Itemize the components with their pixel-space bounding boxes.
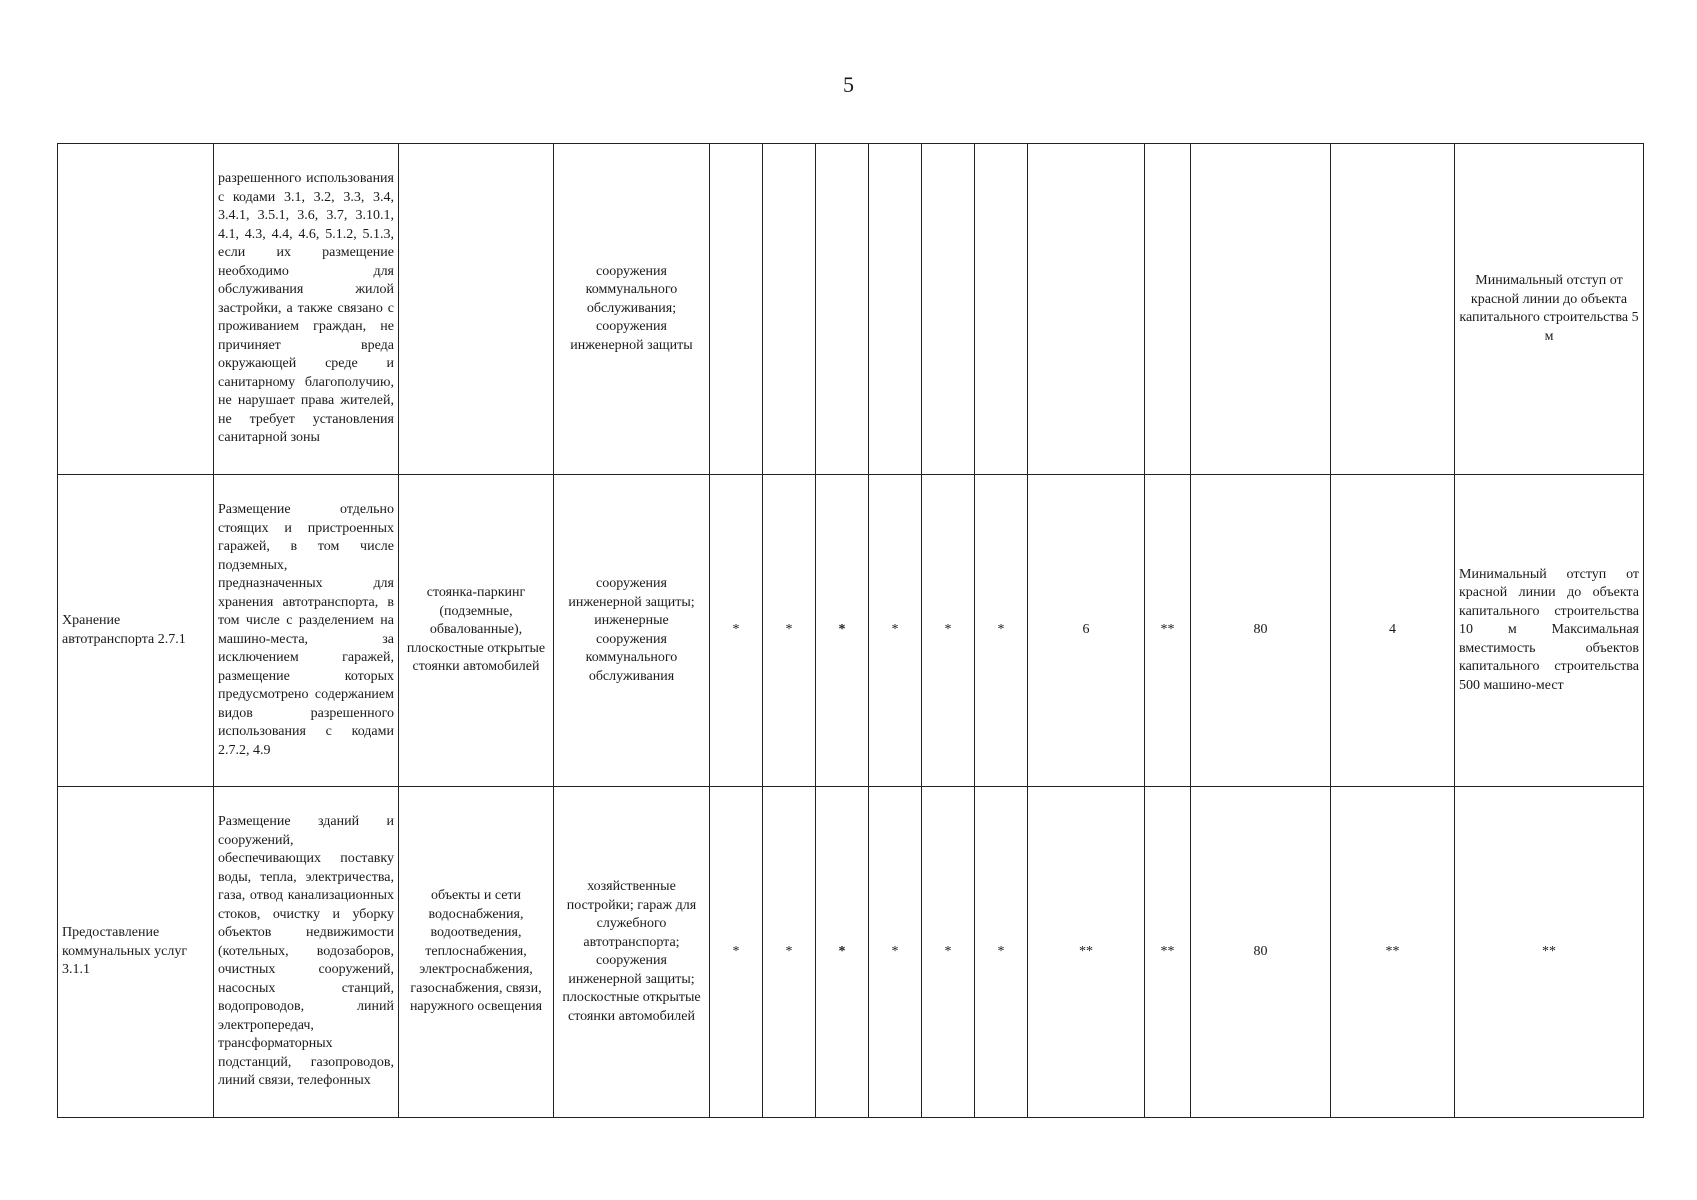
param-cell: * xyxy=(816,787,869,1118)
param-cell xyxy=(975,144,1028,475)
param-cell xyxy=(869,144,922,475)
table-row xyxy=(58,144,1644,475)
param-cell: ** xyxy=(1145,475,1191,787)
use-type-description: Размещение зданий и сооружений, обеспечивающих поставку воды, тепла, электричества, газа, отвод канализационных стоков, очистку и уборку объектов недвижимости (котельных, водозаборов, очистных сооружений, насосных станций, водопроводов, линий электропередач, трансформаторных подстанций, газопроводов, линий связи, телефонных xyxy=(214,787,399,1118)
param-cell: * xyxy=(763,475,816,787)
param-cell: * xyxy=(869,787,922,1118)
param-cell: * xyxy=(869,475,922,787)
param-cell: * xyxy=(922,787,975,1118)
param-cell xyxy=(1028,144,1145,475)
param-cell: ** xyxy=(1145,787,1191,1118)
param-cell xyxy=(1331,144,1455,475)
param-cell: * xyxy=(710,787,763,1118)
main-objects: стоянка-паркинг (подземные, обвалованные), плоскостные открытые стоянки автомобилей xyxy=(399,475,554,787)
param-cell xyxy=(1191,144,1331,475)
main-objects xyxy=(399,144,554,475)
note-cell: Минимальный отступ от красной линии до объекта капитального строительства 10 м Максимальная вместимость объектов капитального строительства 500 машино-мест xyxy=(1455,475,1644,787)
param-cell xyxy=(1145,144,1191,475)
use-type-description: Размещение отдельно стоящих и пристроенных гаражей, в том числе подземных, предназначенных для хранения автотранспорта, в том числе с разделением на машино-места, за исключением гаражей, размещение которых предусмотрено содержанием видов разрешенного использования с кодами 2.7.2, 4.9 xyxy=(214,475,399,787)
param-cell xyxy=(816,144,869,475)
note-cell: ** xyxy=(1455,787,1644,1118)
table-row xyxy=(58,475,1644,787)
param-cell: * xyxy=(710,475,763,787)
param-cell: * xyxy=(816,475,869,787)
param-cell: * xyxy=(975,787,1028,1118)
table-row xyxy=(58,787,1644,1118)
use-type-name: Предоставление коммунальных услуг 3.1.1 xyxy=(58,787,214,1118)
auxiliary-objects: сооружения инженерной защиты; инженерные сооружения коммунального обслуживания xyxy=(554,475,710,787)
param-cell: 6 xyxy=(1028,475,1145,787)
param-cell: 80 xyxy=(1191,787,1331,1118)
use-type-name xyxy=(58,144,214,475)
param-cell: ** xyxy=(1331,787,1455,1118)
param-cell: * xyxy=(922,475,975,787)
auxiliary-objects: хозяйственные постройки; гараж для служебного автотранспорта; сооружения инженерной защиты; плоскостные открытые стоянки автомобилей xyxy=(554,787,710,1118)
param-cell xyxy=(710,144,763,475)
param-cell xyxy=(763,144,816,475)
param-cell xyxy=(922,144,975,475)
page-number: 5 xyxy=(843,72,854,97)
param-cell: 80 xyxy=(1191,475,1331,787)
regulations-table xyxy=(57,143,1644,1118)
param-cell: 4 xyxy=(1331,475,1455,787)
param-cell: * xyxy=(763,787,816,1118)
use-type-name: Хранение автотранспорта 2.7.1 xyxy=(58,475,214,787)
note-cell: Минимальный отступ от красной линии до объекта капитального строительства 5 м xyxy=(1455,144,1644,475)
use-type-description: разрешенного использования с кодами 3.1, 3.2, 3.3, 3.4, 3.4.1, 3.5.1, 3.6, 3.7, 3.10.1, 4.1, 4.3, 4.4, 4.6, 5.1.2, 5.1.3, если их размещение необходимо для обслуживания жилой застройки, а также связано с проживанием граждан, не причиняет вреда окружающей среде и санитарному благополучию, не нарушает права жителей, не требует установления санитарной зоны xyxy=(214,144,399,475)
param-cell: ** xyxy=(1028,787,1145,1118)
main-objects: объекты и сети водоснабжения, водоотведения, теплоснабжения, электроснабжения, газоснабжения, связи, наружного освещения xyxy=(399,787,554,1118)
param-cell: * xyxy=(975,475,1028,787)
auxiliary-objects: сооружения коммунального обслуживания; сооружения инженерной защиты xyxy=(554,144,710,475)
